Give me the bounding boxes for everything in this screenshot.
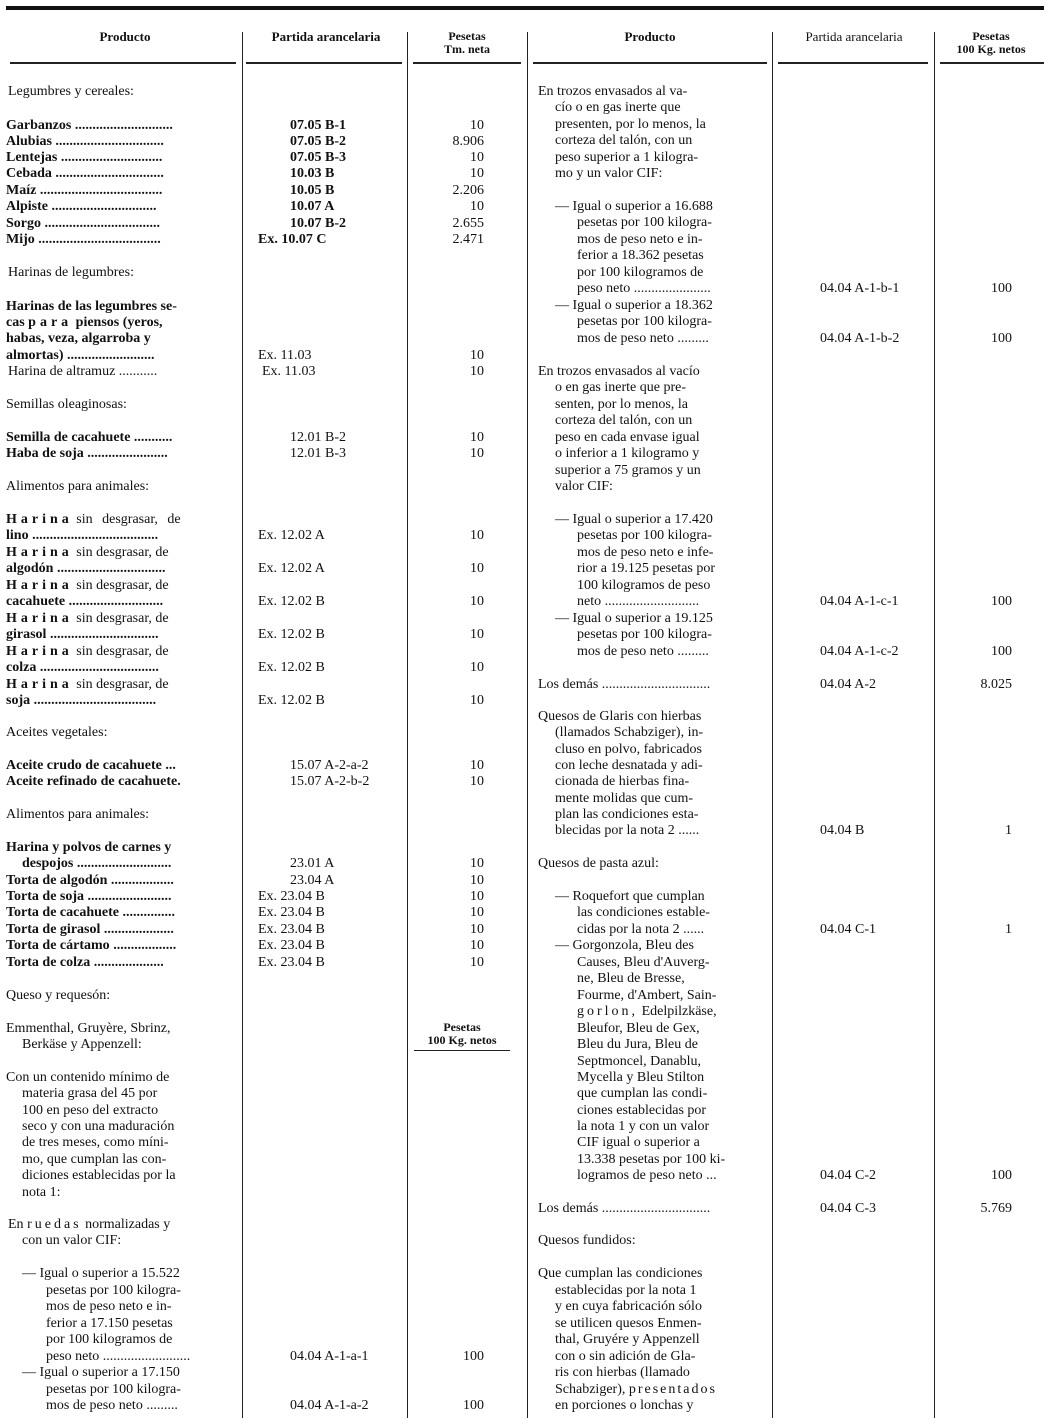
description-line: — Igual o superior a 15.522	[22, 1266, 180, 1281]
product-name: despojos ...........................	[22, 856, 172, 871]
tariff-code: 04.04 C-3	[820, 1201, 876, 1216]
section-heading: Alimentos para animales:	[6, 479, 150, 494]
description-line: Causes, Bleu d'Auverg-	[577, 955, 710, 970]
product-name: Torta de cacahuete ...............	[6, 905, 176, 920]
product-name: Alpiste ..............................	[6, 199, 157, 214]
description-line: ferior a 17.150 pesetas	[46, 1316, 173, 1331]
header-product-right: Producto	[624, 29, 676, 44]
description-line: cluso en polvo, fabricados	[555, 742, 702, 757]
description-line: nota 1:	[22, 1185, 61, 1200]
tariff-code: 15.07 A-2-a-2	[290, 758, 369, 773]
header-product-left: Producto	[99, 29, 151, 44]
description-line: (llamados Schabziger), in-	[555, 725, 704, 740]
product-name: Harina sin desgrasar, de	[6, 644, 169, 659]
price-value: 1	[1005, 922, 1012, 937]
description-line: Bleu du Jura, Bleu de	[577, 1037, 698, 1052]
description-line: cío o en gas inerte que	[555, 100, 681, 115]
description-line: superior a 75 gramos y un	[555, 463, 701, 478]
tariff-code: Ex. 23.04 B	[258, 922, 325, 937]
tariff-code: 10.07 B-2	[290, 216, 346, 231]
description-line: 100 en peso del extracto	[22, 1103, 159, 1118]
price-value: 8.906	[452, 134, 484, 149]
tariff-code: 07.05 B-2	[290, 134, 346, 149]
description-line: peso neto ......................	[577, 281, 711, 296]
product-name: Harina de altramuz ...........	[8, 364, 158, 379]
description-line: cionada de hierbas fina-	[555, 774, 690, 789]
description-line: se utilicen quesos Enmen-	[555, 1316, 702, 1331]
price-value: 100	[991, 331, 1012, 346]
product-name: Torta de colza ....................	[6, 955, 164, 970]
price-value: 2.471	[452, 232, 484, 247]
description-line: senten, por lo menos, la	[555, 397, 688, 412]
price-value: 10	[470, 348, 484, 363]
tariff-code: 23.04 A	[290, 873, 335, 888]
tariff-code: Ex. 12.02 B	[258, 660, 325, 675]
description-line: — Igual o superior a 17.420	[555, 512, 713, 527]
section-heading: Quesos fundidos:	[538, 1233, 636, 1248]
description-line: valor CIF:	[555, 479, 613, 494]
subheader-pesetas: Pesetas 100 Kg. netos	[427, 1020, 497, 1047]
price-value: 5.769	[980, 1201, 1012, 1216]
description-line: cidas por la nota 2 ......	[577, 922, 705, 937]
description-line: pesetas por 100 kilogra-	[577, 314, 712, 329]
tariff-code: 10.03 B	[290, 166, 335, 181]
description-line: ferior a 18.362 pesetas	[577, 248, 704, 263]
price-value: 10	[470, 856, 484, 871]
description-line: pesetas por 100 kilogra-	[577, 528, 712, 543]
price-value: 8.025	[980, 677, 1012, 692]
tariff-code: 04.04 A-1-c-1	[820, 594, 899, 609]
price-value: 100	[991, 644, 1012, 659]
price-value: 10	[470, 693, 484, 708]
tariff-code: Ex. 11.03	[262, 364, 316, 379]
tariff-code: Ex. 23.04 B	[258, 938, 325, 953]
product-name: cas para piensos (yeros,	[6, 315, 163, 330]
price-value: 10	[470, 430, 484, 445]
subheader-rule	[414, 1050, 510, 1051]
tariff-code: 12.01 B-3	[290, 446, 346, 461]
price-value: 100	[991, 281, 1012, 296]
description-line: Fourme, d'Ambert, Sain-	[577, 988, 717, 1003]
tariff-code: Ex. 12.02 B	[258, 693, 325, 708]
section-heading: Alimentos para animales:	[6, 807, 150, 822]
price-value: 10	[470, 758, 484, 773]
col-rule	[772, 32, 773, 1418]
description-line: corteza del talón, con un	[555, 133, 693, 148]
description-line: plan las condiciones esta-	[555, 807, 699, 822]
description-line: establecidas por la nota 1	[555, 1283, 697, 1298]
header-partida-right: Partida arancelaria	[805, 29, 903, 44]
description-line: diciones establecidas por la	[22, 1168, 176, 1183]
description-line: mo, que cumplan las con-	[22, 1152, 167, 1167]
product-name: Harina sin desgrasar, de	[6, 611, 169, 626]
description-line: por 100 kilogramos de	[46, 1332, 173, 1347]
description-line: pesetas por 100 kilogra-	[577, 627, 712, 642]
price-value: 10	[470, 774, 484, 789]
description-line: con un valor CIF:	[22, 1233, 122, 1248]
product-name: habas, veza, algarroba y	[6, 331, 151, 346]
tariff-code: 15.07 A-2-b-2	[290, 774, 370, 789]
top-rule	[6, 6, 1044, 10]
price-value: 10	[470, 561, 484, 576]
description-line: Septmoncel, Danablu,	[577, 1054, 702, 1069]
description-line: por 100 kilogramos de	[577, 265, 704, 280]
description-line: o en gas inerte que pre-	[555, 380, 686, 395]
col-rule	[934, 32, 935, 1418]
description-line: ne, Bleu de Bresse,	[577, 971, 685, 986]
tariff-code: 04.04 A-1-b-1	[820, 281, 900, 296]
description-line: — Igual o superior a 17.150	[22, 1365, 180, 1380]
header-pesetas-right: Pesetas 100 Kg. netos	[956, 29, 1026, 56]
price-value: 10	[470, 199, 484, 214]
description-line: o inferior a 1 kilogramo y	[555, 446, 700, 461]
description-line: CIF igual o superior a	[577, 1135, 700, 1150]
tariff-code: 10.07 A	[290, 199, 335, 214]
product-name: Torta de algodón ..................	[6, 873, 174, 888]
description-line: — Igual o superior a 16.688	[555, 199, 713, 214]
description-line: Que cumplan las condiciones	[538, 1266, 703, 1281]
tariff-code: 04.04 C-2	[820, 1168, 876, 1183]
section-heading: Aceites vegetales:	[6, 725, 108, 740]
description-line: blecidas por la nota 2 ......	[555, 823, 700, 838]
description-line: — Roquefort que cumplan	[555, 889, 705, 904]
header-partida-left: Partida arancelaria	[271, 29, 381, 44]
description-line: rior a 19.125 pesetas por	[577, 561, 716, 576]
product-name: Cebada ...............................	[6, 166, 164, 181]
price-value: 10	[470, 922, 484, 937]
description-line: neto ...........................	[577, 594, 700, 609]
description-line: pesetas por 100 kilogra-	[46, 1283, 181, 1298]
price-value: 10	[470, 166, 484, 181]
tariff-code: Ex. 23.04 B	[258, 889, 325, 904]
description-line: 13.338 pesetas por 100 ki-	[577, 1152, 726, 1167]
description-line: peso en cada envase igual	[555, 430, 700, 445]
price-value: 10	[470, 873, 484, 888]
product-name: Harina sin desgrasar, de	[6, 578, 169, 593]
product-name: Semilla de cacahuete ...........	[6, 430, 173, 445]
price-value: 1	[1005, 823, 1012, 838]
description-line: logramos de peso neto ...	[577, 1168, 717, 1183]
description-line: mos de peso neto e in-	[46, 1299, 172, 1314]
description-line: ris con hierbas (llamado	[555, 1365, 690, 1380]
price-value: 100	[463, 1398, 484, 1413]
price-value: 10	[470, 627, 484, 642]
product-name: Harina y polvos de carnes y	[6, 840, 172, 855]
product-name: Torta de girasol ....................	[6, 922, 174, 937]
description-line: presenten, por lo menos, la	[555, 117, 706, 132]
product-name: Harina sin desgrasar, de	[6, 677, 169, 692]
price-value: 10	[470, 660, 484, 675]
description-line: Schabziger), presentados	[555, 1382, 717, 1397]
header-rule	[778, 62, 928, 64]
description-line: pesetas por 100 kilogra-	[577, 215, 712, 230]
description-line: Bleufor, Bleu de Gex,	[577, 1021, 700, 1036]
section-heading: Queso y requesón:	[6, 988, 111, 1003]
description-line: thal, Gruyére y Appenzell	[555, 1332, 700, 1347]
price-value: 10	[470, 118, 484, 133]
description-line: En trozos envasados al vacío	[538, 364, 700, 379]
description-line: mos de peso neto .........	[577, 644, 709, 659]
product-name: almortas) .........................	[6, 348, 155, 363]
tariff-code: 04.04 A-1-a-2	[290, 1398, 369, 1413]
description-line: Mycella y Bleu Stilton	[577, 1070, 705, 1085]
product-name: Torta de cártamo ..................	[6, 938, 177, 953]
product-name: Emmenthal, Gruyère, Sbrinz,	[6, 1021, 171, 1036]
description-line: mos de peso neto e infe-	[577, 545, 714, 560]
product-name: Aceite refinado de cacahuete.	[6, 774, 181, 789]
description-line: peso neto .........................	[46, 1349, 191, 1364]
description-line: Los demás ...............................	[538, 677, 711, 692]
price-value: 10	[470, 446, 484, 461]
header-rule	[413, 62, 521, 64]
product-name: girasol ...............................	[6, 627, 159, 642]
tariff-code: 10.05 B	[290, 183, 335, 198]
col-rule	[407, 32, 408, 1418]
product-name: Alubias ...............................	[6, 134, 164, 149]
product-name: Maíz ...................................	[6, 183, 163, 198]
header-rule	[940, 62, 1044, 64]
price-value: 100	[463, 1349, 484, 1364]
description-line: gorlon, Edelpilzkäse,	[577, 1004, 717, 1019]
description-line: mos de peso neto .........	[46, 1398, 178, 1413]
price-value: 2.655	[452, 216, 484, 231]
product-name: Harina sin desgrasar, de	[6, 512, 181, 527]
tariff-code: Ex. 10.07 C	[258, 232, 327, 247]
product-name: algodón ...............................	[6, 561, 166, 576]
tariff-code: 04.04 B	[820, 823, 865, 838]
description-line: materia grasa del 45 por	[22, 1086, 158, 1101]
product-name: lino ....................................	[6, 528, 159, 543]
product-name: Haba de soja .......................	[6, 446, 168, 461]
section-heading: Quesos de pasta azul:	[538, 856, 659, 871]
product-name: cacahuete ...........................	[6, 594, 164, 609]
product-name: Torta de soja ........................	[6, 889, 172, 904]
price-value: 10	[470, 150, 484, 165]
description-line: En trozos envasados al va-	[538, 84, 688, 99]
description-line: con o sin adición de Gla-	[555, 1349, 696, 1364]
description-line: — Igual o superior a 19.125	[555, 611, 713, 626]
price-value: 100	[991, 594, 1012, 609]
description-line: la nota 1 y con un valor	[577, 1119, 710, 1134]
description-line: y en cuya fabricación sólo	[555, 1299, 702, 1314]
tariff-code: 04.04 A-1-b-2	[820, 331, 900, 346]
description-line: pesetas por 100 kilogra-	[46, 1382, 181, 1397]
product-name: Mijo ...................................	[6, 232, 161, 247]
tariff-code: Ex. 23.04 B	[258, 905, 325, 920]
price-value: 10	[470, 955, 484, 970]
price-value: 10	[470, 938, 484, 953]
price-value: 100	[991, 1168, 1012, 1183]
product-name: Harinas de las legumbres se-	[6, 299, 177, 314]
description-line: 100 kilogramos de peso	[577, 578, 711, 593]
description-line: mos de peso neto .........	[577, 331, 709, 346]
tariff-code: Ex. 23.04 B	[258, 955, 325, 970]
tariff-code: Ex. 12.02 A	[258, 561, 325, 576]
section-heading: Semillas oleaginosas:	[6, 397, 127, 412]
product-name: Garbanzos ............................	[6, 118, 173, 133]
col-rule	[527, 32, 528, 1418]
tariff-code: 04.04 A-2	[820, 677, 876, 692]
product-name: colza ..................................	[6, 660, 159, 675]
tariff-code: Ex. 12.02 B	[258, 627, 325, 642]
section-heading: Legumbres y cereales:	[8, 84, 134, 99]
tariff-code: 07.05 B-3	[290, 150, 346, 165]
description-line: Los demás ...............................	[538, 1201, 711, 1216]
tariff-code: 04.04 A-1-c-2	[820, 644, 899, 659]
description-line: mente molidas que cum-	[555, 791, 694, 806]
price-value: 10	[470, 528, 484, 543]
price-value: 2.206	[452, 183, 484, 198]
price-value: 10	[470, 905, 484, 920]
tariff-code: Ex. 12.02 A	[258, 528, 325, 543]
tariff-code: 04.04 C-1	[820, 922, 876, 937]
header-rule	[246, 62, 402, 64]
description-line: de tres meses, como míni-	[22, 1135, 169, 1150]
description-line: que cumplan las condi-	[577, 1086, 708, 1101]
description-line: — Igual o superior a 18.362	[555, 298, 713, 313]
description-line: corteza del talón, con un	[555, 413, 693, 428]
description-line: — Gorgonzola, Bleu des	[555, 938, 694, 953]
tariff-code: 04.04 A-1-a-1	[290, 1349, 369, 1364]
header-rule	[533, 62, 767, 64]
product-name: soja ...................................	[6, 693, 157, 708]
description-line: Quesos de Glaris con hierbas	[538, 709, 702, 724]
product-name: Aceite crudo de cacahuete ...	[6, 758, 176, 773]
description-line: ciones establecidas por	[577, 1103, 707, 1118]
description-line: las condiciones estable-	[577, 905, 710, 920]
description-line: en porciones o lonchas y	[555, 1398, 694, 1413]
tariff-code: 07.05 B-1	[290, 118, 346, 133]
tariff-code: Ex. 11.03	[258, 348, 312, 363]
product-name: Harina sin desgrasar, de	[6, 545, 169, 560]
description-line: seco y con una maduración	[22, 1119, 175, 1134]
col-rule	[242, 32, 243, 1418]
section-heading: Harinas de legumbres:	[8, 265, 134, 280]
price-value: 10	[470, 594, 484, 609]
header-rule	[10, 62, 236, 64]
description-line: mo y un valor CIF:	[555, 166, 663, 181]
product-name: Sorgo .................................	[6, 216, 160, 231]
description-line: con leche desnatada y adi-	[555, 758, 703, 773]
product-name: Berkäse y Appenzell:	[22, 1037, 142, 1052]
description-line: mos de peso neto e in-	[577, 232, 703, 247]
price-value: 10	[470, 889, 484, 904]
description-line: En ruedas normalizadas y	[8, 1217, 171, 1232]
tariff-code: 12.01 B-2	[290, 430, 346, 445]
description-line: Con un contenido mínimo de	[6, 1070, 170, 1085]
description-line: peso superior a 1 kilogra-	[555, 150, 699, 165]
price-value: 10	[470, 364, 484, 379]
tariff-code: Ex. 12.02 B	[258, 594, 325, 609]
tariff-code: 23.01 A	[290, 856, 335, 871]
product-name: Lentejas .............................	[6, 150, 163, 165]
header-pesetas-left: Pesetas Tm. neta	[444, 29, 490, 56]
